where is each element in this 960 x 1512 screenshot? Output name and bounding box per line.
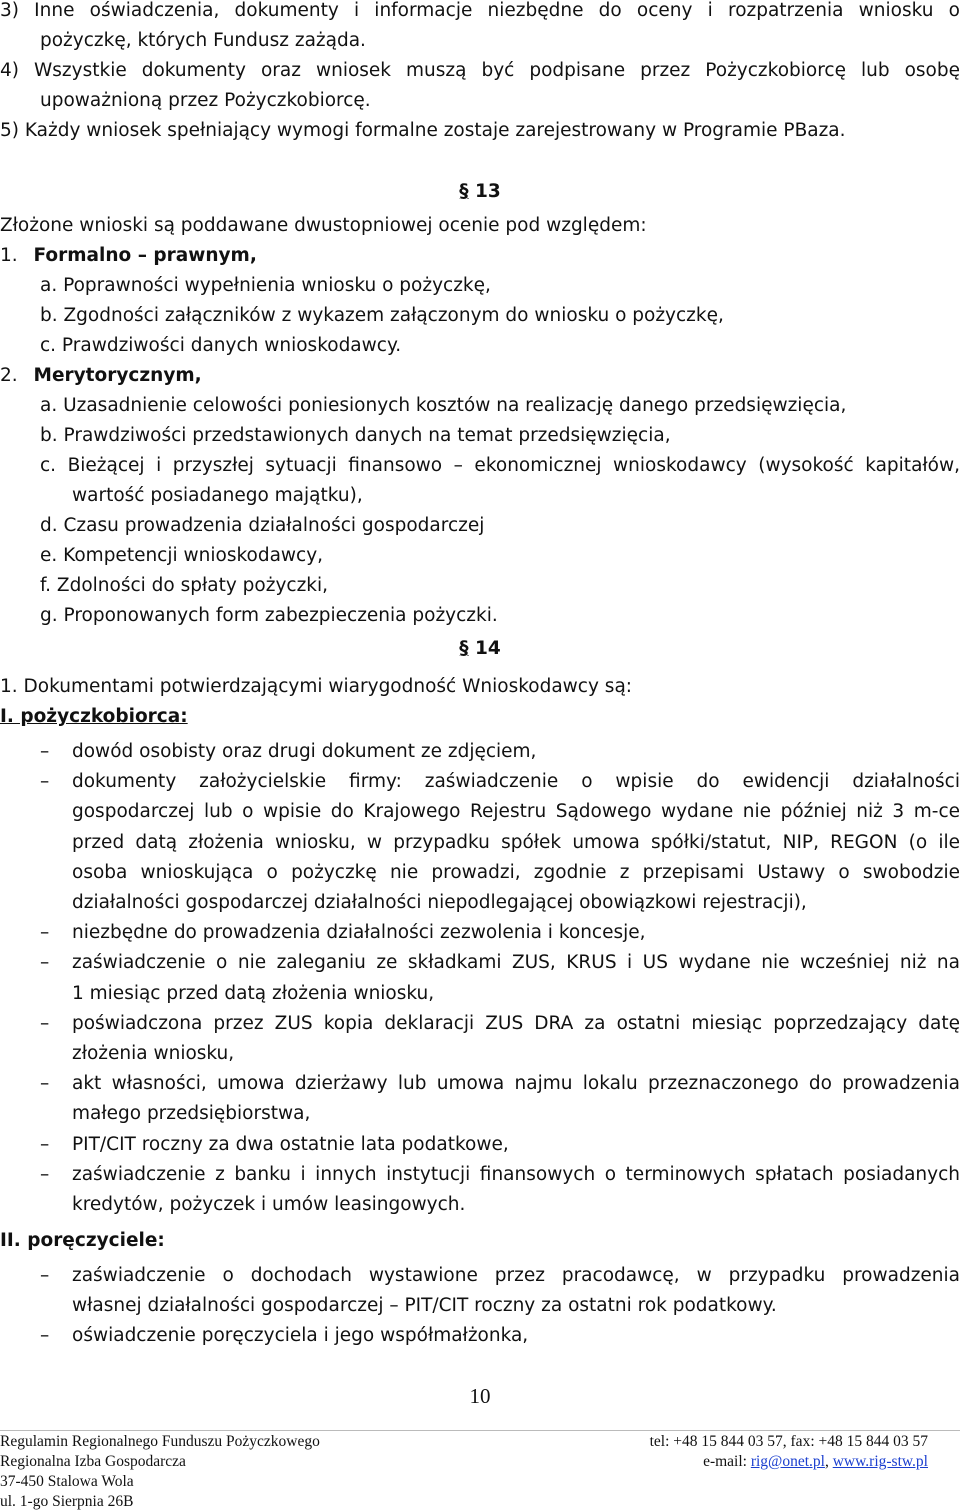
footer-phone-fax: tel: +48 15 844 03 57, fax: +48 15 844 03 57	[649, 1433, 928, 1450]
footer-divider	[0, 1430, 960, 1431]
dash-bullet: –	[40, 922, 50, 944]
borrower-document-item-text: dowód osobisty oraz drugi dokument ze zdjęciem,	[72, 741, 537, 762]
guarantor-document-item-text: zaświadczenie o dochodach wystawione przez pracodawcę, w przypadku prowadzenia	[72, 1265, 960, 1286]
dash-bullet: –	[40, 1012, 50, 1034]
borrower-document-item-text: PIT/CIT roczny za dwa ostatnie lata podatkowe,	[72, 1133, 509, 1155]
guarantor-document-item-text: oświadczenie poręczyciela i jego współmałżonka,	[72, 1325, 529, 1347]
borrower-document-item-text: poświadczona przez ZUS kopia deklaracji ZUS DRA za ostatni miesiąc poprzedzający datę	[72, 1012, 960, 1034]
item-4-continuation: upoważnioną przez Pożyczkobiorcę.	[40, 90, 371, 111]
merit-item-c: c. Bieżącej i przyszłej sytuacji finansowo – ekonomicznej wnioskodawcy (wysokość kapitałów,	[40, 455, 960, 476]
footer-contact	[703, 1452, 928, 1472]
item-3: 3) Inne oświadczenia, dokumenty i informacje niezbędne do oceny i rozpatrzenia wniosku o	[0, 0, 960, 21]
section-number: 14	[474, 638, 501, 659]
formal-title: Formalno – prawnym,	[33, 245, 257, 266]
borrower-document-item-text: 1 miesiąc przed datą złożenia wniosku,	[72, 982, 435, 1004]
section-13-intro: Złożone wnioski są poddawane dwustopniowej ocenie pod względem:	[0, 215, 647, 236]
item-5: 5) Każdy wniosek spełniający wymogi formalne zostaje zarejestrowany w Programie PBaza.	[0, 120, 846, 141]
paragraph-sign: §	[459, 638, 469, 659]
paragraph-sign: §	[459, 181, 469, 202]
dash-bullet: –	[40, 771, 50, 793]
section-14-heading	[0, 634, 960, 664]
dash-bullet: –	[40, 1325, 50, 1347]
merit-item-a: a. Uzasadnienie celowości poniesionych kosztów na realizację danego przedsięwzięcia,	[40, 395, 847, 416]
guarantors-heading: II. poręczyciele:	[0, 1230, 165, 1251]
section-number: 13	[474, 181, 501, 202]
merit-item-g: g. Proponowanych form zabezpieczenia pożyczki.	[40, 605, 498, 626]
dash-bullet: –	[40, 741, 50, 762]
item-4: 4) Wszystkie dokumenty oraz wniosek muszą być podpisane przez Pożyczkobiorcę lub osobę	[0, 60, 960, 81]
borrower-document-item-text: osoba wnioskująca o pożyczkę nie prowadzi, zgodnie z przepisami Ustawy o swobodzie	[72, 861, 960, 883]
borrower-document-item-text: małego przedsiębiorstwa,	[72, 1103, 311, 1125]
formal-item-c: c. Prawdziwości danych wnioskodawcy.	[40, 335, 402, 356]
formal-criterion	[0, 241, 960, 271]
footer-organization: Regionalna Izba Gospodarcza	[0, 1453, 186, 1470]
borrower-document-item-text: zaświadczenie z banku i innych instytucji finansowych o terminowych spłatach posiadanych	[72, 1163, 960, 1185]
email-link[interactable]: rig@onet.pl	[750, 1453, 825, 1470]
section-13-heading	[0, 177, 960, 207]
merit-item-c-continuation: wartość posiadanego majątku),	[72, 485, 363, 506]
footer	[0, 1430, 960, 1512]
formal-number: 1.	[0, 245, 18, 266]
borrower-document-item-text: kredytów, pożyczek i umów leasingowych.	[72, 1194, 466, 1215]
contact-separator: ,	[824, 1453, 829, 1470]
merit-number: 2.	[0, 365, 18, 386]
borrower-document-item-text: akt własności, umowa dzierżawy lub umowa najmu lokalu przeznaczonego do prowadzenia	[72, 1073, 960, 1095]
section-14-intro: 1. Dokumentami potwierdzającymi wiarygodność Wnioskodawcy są:	[0, 676, 633, 697]
merit-title: Merytorycznym,	[33, 365, 202, 386]
email-label: e-mail:	[703, 1453, 747, 1470]
borrower-document-item-text: złożenia wniosku,	[72, 1043, 235, 1064]
website-link[interactable]: www.rig-stw.pl	[832, 1453, 928, 1470]
merit-criterion	[0, 361, 960, 391]
borrower-document-item-text: działalności gospodarczej działalności niepodlegającej obowiązkowi rejestracji),	[72, 892, 807, 913]
footer-document-title: Regulamin Regionalnego Funduszu Pożyczkowego	[0, 1433, 320, 1450]
page-number: 10	[469, 1384, 491, 1408]
guarantor-document-item-text: własnej działalności gospodarczej – PIT/CIT roczny za ostatni rok podatkowy.	[72, 1295, 777, 1317]
dash-bullet: –	[40, 1265, 50, 1286]
merit-item-f: f. Zdolności do spłaty pożyczki,	[40, 575, 329, 596]
borrower-document-item-text: gospodarczej lub o wpisie do Krajowego Rejestru Sądowego wydane nie później niż 3 m-ce	[72, 801, 960, 823]
dash-bullet: –	[40, 1073, 50, 1095]
merit-item-d: d. Czasu prowadzenia działalności gospodarczej	[40, 515, 485, 536]
borrower-document-item-text: przed datą złożenia wniosku, w przypadku spółek umowa spółki/statut, NIP, REGON (o ile	[72, 831, 960, 853]
dash-bullet: –	[40, 1163, 50, 1185]
formal-item-b: b. Zgodności załączników z wykazem załączonym do wniosku o pożyczkę,	[40, 305, 724, 326]
borrower-document-item-text: zaświadczenie o nie zaleganiu ze składkami ZUS, KRUS i US wydane nie wcześniej niż na	[72, 952, 960, 974]
merit-item-b: b. Prawdziwości przedstawionych danych na temat przedsięwzięcia,	[40, 425, 671, 446]
borrower-document-item-text: dokumenty założycielskie firmy: zaświadczenie o wpisie do ewidencji działalności	[72, 771, 960, 793]
borrower-heading: I. pożyczkobiorca:	[0, 706, 188, 727]
item-3-continuation: pożyczkę, których Fundusz zażąda.	[40, 30, 366, 51]
footer-street: ul. 1-go Sierpnia 26B	[0, 1493, 134, 1510]
dash-bullet: –	[40, 1133, 50, 1155]
formal-item-a: a. Poprawności wypełnienia wniosku o pożyczkę,	[40, 275, 491, 296]
footer-postal-code: 37-450 Stalowa Wola	[0, 1473, 134, 1490]
merit-item-e: e. Kompetencji wnioskodawcy,	[40, 545, 324, 566]
borrower-document-item-text: niezbędne do prowadzenia działalności zezwolenia i koncesje,	[72, 922, 646, 944]
dash-bullet: –	[40, 952, 50, 974]
